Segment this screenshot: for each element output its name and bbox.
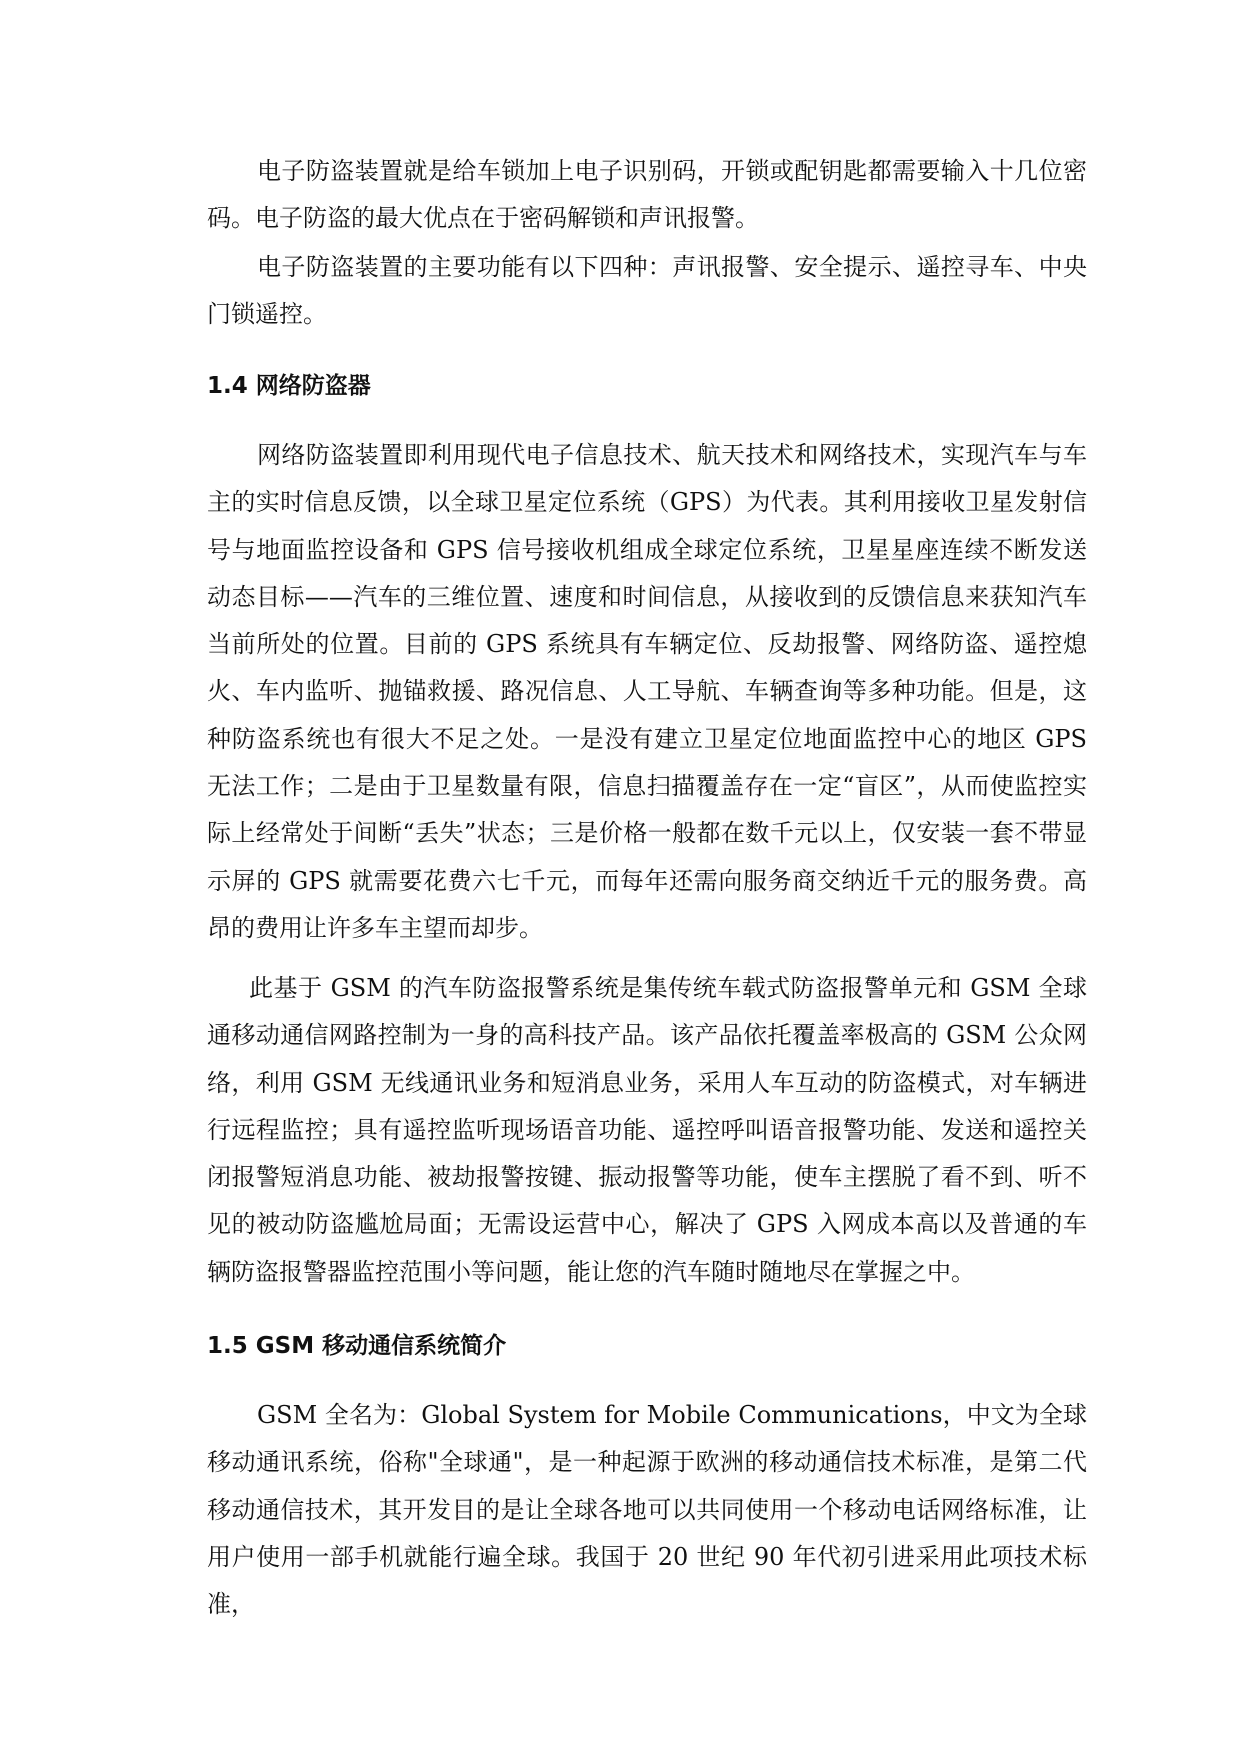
section-heading-1-5: 1.5 GSM 移动通信系统简介: [207, 1333, 507, 1359]
paragraph-electronic-antitheft-functions: 电子防盗装置的主要功能有以下四种：声讯报警、安全提示、遥控寻车、中央门锁遥控。: [207, 253, 1087, 329]
paragraph-gsm-introduction: GSM 全名为：Global System for Mobile Communications，中文为全球移动通讯系统，俗称"全球通"，是一种起源于欧洲的移动通信技术标准，是第二代移动通信技术，其开发目的是让全球各地可以共同使用一个移动电话网络标准，让用户使用一部手机就能行遍全球。我国于 20 世纪 90 年代初引进采用此项技术标准，: [207, 1401, 1087, 1619]
paragraph-gsm-alarm-system: 此基于 GSM 的汽车防盗报警系统是集传统车载式防盗报警单元和 GSM 全球通移动通信网路控制为一身的高科技产品。该产品依托覆盖率极高的 GSM 公众网络，利用 GSM 无线通讯业务和短消息业务，采用人车互动的防盗模式，对车辆进行远程监控；具有遥控监听现场语音功能、遥控呼叫语音报警功能、发送和遥控关闭报警短消息功能、被劫报警按键、振动报警等功能，使车主摆脱了看不到、听不见的被动防盗尴尬局面；无需设运营中心，解决了 GPS 入网成本高以及普通的车辆防盗报警器监控范围小等问题，能让您的汽车随时随地尽在掌握之中。: [207, 974, 1087, 1286]
paragraph-electronic-antitheft-intro: 电子防盗装置就是给车锁加上电子识别码，开锁或配钥匙都需要输入十几位密码。电子防盗的最大优点在于密码解锁和声讯报警。: [207, 157, 1087, 233]
paragraph-network-antitheft: 网络防盗装置即利用现代电子信息技术、航天技术和网络技术，实现汽车与车主的实时信息反馈，以全球卫星定位系统（GPS）为代表。其利用接收卫星发射信号与地面监控设备和 GPS 信号接收机组成全球定位系统，卫星星座连续不断发送动态目标——汽车的三维位置、速度和时间信息，从接收到的反馈信息来获知汽车当前所处的位置。目前的 GPS 系统具有车辆定位、反劫报警、网络防盗、遥控熄火、车内监听、抛锚救援、路况信息、人工导航、车辆查询等多种功能。但是，这种防盗系统也有很大不足之处。一是没有建立卫星定位地面监控中心的地区 GPS 无法工作；二是由于卫星数量有限，信息扫描覆盖存在一定“盲区”，从而使监控实际上经常处于间断“丢失”状态；三是价格一般都在数千元以上，仅安装一套不带显示屏的 GPS 就需要花费六七千元，而每年还需向服务商交纳近千元的服务费。高昂的费用让许多车主望而却步。: [207, 441, 1087, 942]
section-heading-1-4: 1.4 网络防盗器: [207, 373, 371, 399]
